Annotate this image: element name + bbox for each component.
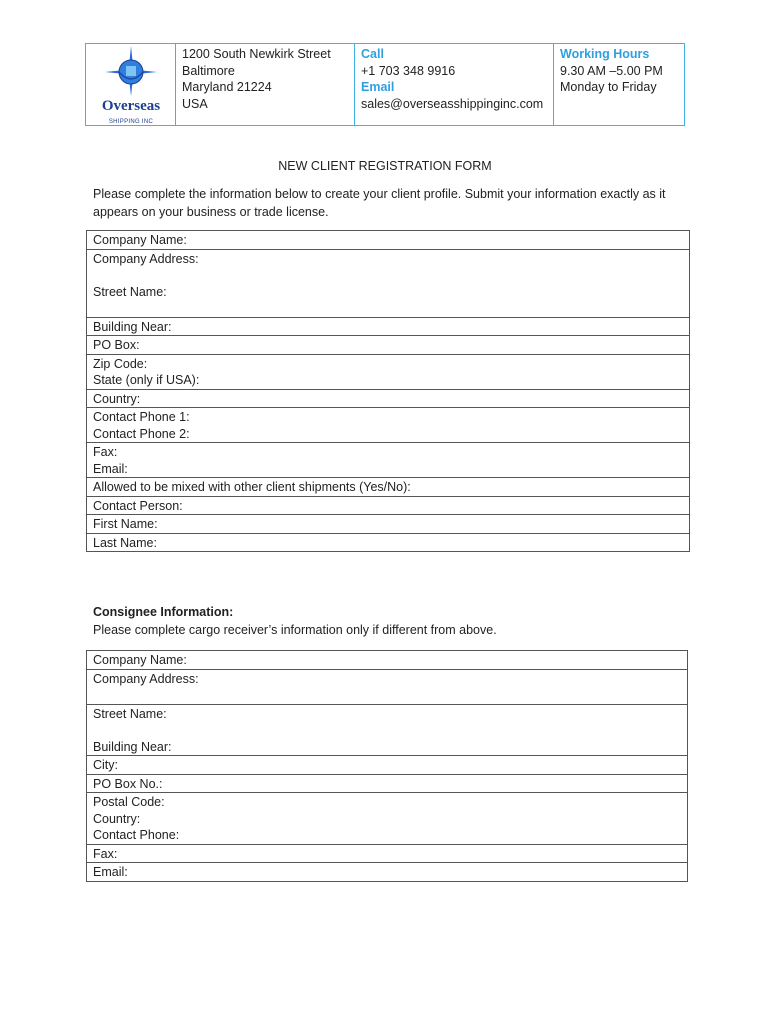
form-field[interactable]	[87, 844, 688, 863]
phone-number: +1 703 348 9916	[361, 63, 456, 78]
form-row	[87, 478, 690, 497]
call-label: Call	[361, 47, 384, 61]
field-label: Allowed to be mixed with other client shipments (Yes/No):	[93, 480, 411, 494]
logo-wordmark: Overseas	[101, 98, 161, 114]
field-label: PO Box:	[93, 338, 140, 352]
field-label	[93, 722, 687, 739]
email-address: sales@overseasshippinginc.com	[361, 96, 544, 111]
form-field[interactable]	[87, 651, 688, 670]
field-label: Last Name:	[93, 535, 157, 550]
form-field[interactable]	[87, 478, 690, 497]
company-logo	[86, 44, 176, 125]
email-label: Email	[361, 80, 395, 94]
form-row	[87, 389, 690, 408]
form-row	[87, 231, 690, 250]
field-label: Company Address:	[93, 251, 199, 266]
field-label: Company Address:	[93, 671, 199, 686]
form-field[interactable]	[87, 354, 690, 389]
form-row	[87, 496, 690, 515]
address-line: USA	[182, 96, 208, 111]
logo-tagline: SHIPPING INC	[108, 119, 154, 125]
form-field[interactable]	[87, 756, 688, 775]
field-label: Building Near:	[93, 739, 172, 754]
field-label: Email:	[93, 461, 128, 476]
form-intro: Please complete the information below to create your client profile. Submit your information exactly as it appears on your business or trade license.	[93, 187, 666, 219]
field-label: Company Name:	[93, 233, 187, 247]
client-details-table	[86, 230, 690, 552]
form-row	[87, 317, 690, 336]
form-field[interactable]	[87, 669, 688, 704]
form-row	[87, 669, 688, 704]
field-label: City:	[93, 758, 118, 772]
working-hours	[554, 44, 684, 125]
field-label: Contact Phone 2:	[93, 426, 190, 441]
field-label: Contact Person:	[93, 498, 183, 513]
form-field[interactable]	[87, 793, 688, 845]
form-row	[87, 354, 690, 389]
form-field[interactable]	[87, 533, 690, 552]
form-field[interactable]	[87, 443, 690, 478]
address-line: 1200 South Newkirk Street	[182, 47, 331, 61]
field-label: Street Name:	[93, 706, 167, 721]
form-row	[87, 704, 688, 756]
form-row	[87, 774, 688, 793]
form-field[interactable]	[87, 249, 690, 317]
field-label: Street Name:	[93, 284, 167, 299]
field-label: Country:	[93, 391, 141, 406]
form-row	[87, 756, 688, 775]
field-label	[93, 300, 689, 317]
field-label: Fax:	[93, 846, 118, 861]
consignee-heading: Consignee Information:	[93, 605, 234, 619]
field-label: Building Near:	[93, 319, 172, 334]
field-label	[93, 687, 687, 704]
field-label: Country:	[93, 811, 141, 826]
form-row	[87, 651, 688, 670]
form-field[interactable]	[87, 774, 688, 793]
form-field[interactable]	[87, 704, 688, 756]
consignee-details-table	[86, 650, 688, 882]
form-field[interactable]	[87, 231, 690, 250]
form-row	[87, 863, 688, 882]
form-row	[87, 844, 688, 863]
form-field[interactable]	[87, 496, 690, 515]
form-field[interactable]	[87, 389, 690, 408]
address-line: Maryland 21224	[182, 80, 272, 94]
form-row	[87, 793, 688, 845]
form-field[interactable]	[87, 336, 690, 355]
form-field[interactable]	[87, 515, 690, 534]
field-label: PO Box No.:	[93, 776, 163, 791]
field-label: Company Name:	[93, 653, 187, 667]
form-row	[87, 443, 690, 478]
days-value: Monday to Friday	[560, 80, 657, 94]
company-address	[176, 44, 355, 125]
form-field[interactable]	[87, 317, 690, 336]
form-row	[87, 533, 690, 552]
form-row	[87, 336, 690, 355]
form-title: NEW CLIENT REGISTRATION FORM	[278, 159, 492, 173]
address-line: Baltimore	[182, 63, 235, 78]
form-row	[87, 249, 690, 317]
field-label: Postal Code:	[93, 795, 165, 809]
field-label: Email:	[93, 865, 128, 879]
field-label: First Name:	[93, 517, 158, 531]
form-field[interactable]	[87, 863, 688, 882]
field-label: Contact Phone:	[93, 828, 180, 842]
letterhead	[85, 43, 685, 126]
form-row	[87, 408, 690, 443]
form-row	[87, 515, 690, 534]
contact-info	[355, 44, 554, 125]
field-label: Fax:	[93, 445, 118, 459]
consignee-note: Please complete cargo receiver’s information only if different from above.	[93, 623, 497, 637]
hours-label: Working Hours	[560, 47, 650, 61]
field-label: State (only if USA):	[93, 373, 200, 387]
field-label: Zip Code:	[93, 356, 148, 371]
field-label	[93, 267, 689, 284]
compass-globe-icon	[102, 46, 160, 98]
field-label: Contact Phone 1:	[93, 410, 190, 424]
hours-value: 9.30 AM –5.00 PM	[560, 63, 663, 78]
form-field[interactable]	[87, 408, 690, 443]
